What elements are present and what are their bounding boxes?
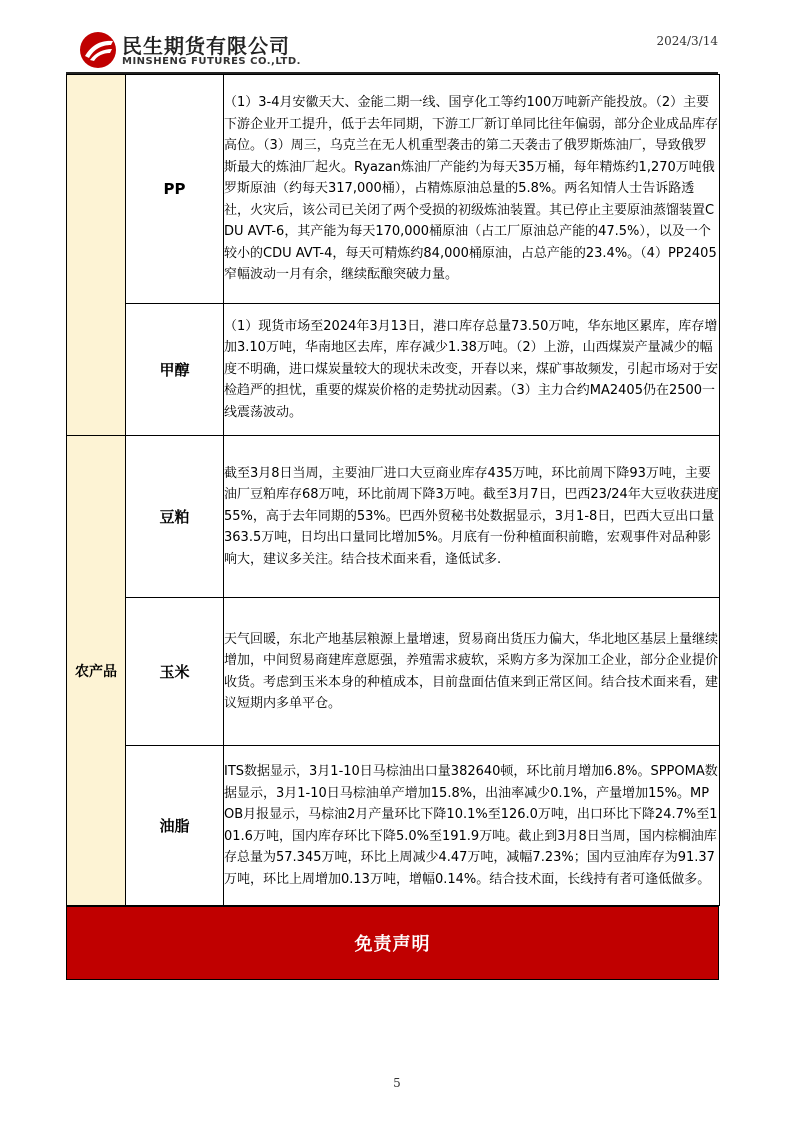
product-analysis: ITS数据显示，3月1-10日马棕油出口量382640顿，环比前月增加6.8%。SPPOMA数据显示，3月1-10日马棕油单产增加15.8%，出油率减少0.1%，产量增加15%。MPOB月报显示，马棕油2月产量环比下降10.1%至126.0万吨，出口环比下降24.7%至101.6万吨，国内库存环比下降5.0%至191.9万吨。截止到3月8日当周，国内棕榈油库存总量为57.345万吨，环比上周减少4.47万吨，减幅7.23%；国内豆油库存为91.37万吨，环比上周增加0.13万吨，增幅0.14%。结合技术面，长线持有者可逢低做多。	[224, 746, 720, 906]
product-analysis: 天气回暖，东北产地基层粮源上量增速，贸易商出货压力偏大，华北地区基层上量继续增加，中间贸易商建库意愿强，养殖需求疲软，采购方多为深加工企业，部分企业提价收货。考虑到玉米本身的种植成本，目前盘面估值来到正常区间。结合技术面来看，建议短期内多单平仓。	[224, 598, 720, 746]
disclaimer-banner: 免责声明	[66, 906, 719, 980]
product-analysis: （1）3-4月安徽天大、金能二期一线、国亨化工等约100万吨新产能投放。（2）主要下游企业开工提升，低于去年同期，下游工厂新订单同比往年偏弱，部分企业成品库存高位。（3）周三，乌克兰在无人机重型袭击的第二天袭击了俄罗斯炼油厂，导致俄罗斯最大的炼油厂起火。Ryazan炼油厂产能约为每天35万桶，每年精炼约1,270万吨俄罗斯原油（约每天317,000桶），占精炼原油总量的5.8%。两名知情人士告诉路透社，火灾后，该公司已关闭了两个受损的初级炼油装置。其已停止主要原油蒸馏装置CDU AVT-6，其产能为每天170,000桶原油（占工厂原油总产能的47.5%），以及一个较小的CDU AVT-4，每天可精炼约84,000桶原油，占总产能的23.4%。（4）PP2405窄幅波动一月有余，继续酝酿突破力量。	[224, 75, 720, 304]
table-row	[67, 598, 720, 746]
product-name: 甲醇	[126, 304, 224, 436]
page-number: 5	[393, 1076, 401, 1090]
table-row	[67, 304, 720, 436]
product-name: PP	[126, 75, 224, 304]
product-analysis: 截至3月8日当周，主要油厂进口大豆商业库存435万吨，环比前周下降93万吨，主要油厂豆粕库存68万吨，环比前周下降3万吨。截至3月7日，巴西23/24年大豆收获进度55%，高于去年同期的53%。巴西外贸秘书处数据显示，3月1-8日，巴西大豆出口量363.5万吨，日均出口量同比增加5%。月底有一份种植面积前瞻，宏观事件对品种影响大，建议多关注。结合技术面来看，逢低试多.	[224, 436, 720, 598]
minsheng-logo-icon	[78, 30, 118, 70]
product-name: 油脂	[126, 746, 224, 906]
product-name: 豆粕	[126, 436, 224, 598]
category-cell-chemicals	[67, 75, 126, 436]
commodity-table	[66, 74, 720, 906]
product-analysis: （1）现货市场至2024年3月13日，港口库存总量73.50万吨，华东地区累库，库存增加3.10万吨，华南地区去库，库存减少1.38万吨。（2）上游，山西煤炭产量减少的幅度不明确，进口煤炭量较大的现状未改变，开春以来，煤矿事故频发，引起市场对于安检趋严的担忧，重要的煤炭价格的走势扰动因素。（3）主力合约MA2405仍在2500一线震荡波动。	[224, 304, 720, 436]
table-row	[67, 436, 720, 598]
product-name: 玉米	[126, 598, 224, 746]
report-date: 2024/3/14	[656, 34, 718, 48]
table-row	[67, 75, 720, 304]
company-name-en: MINSHENG FUTURES CO.,LTD.	[122, 56, 301, 67]
table-row	[67, 746, 720, 906]
category-label: 农产品	[67, 436, 126, 906]
company-name-cn: 民生期货有限公司	[122, 34, 290, 58]
page-header	[0, 0, 794, 72]
